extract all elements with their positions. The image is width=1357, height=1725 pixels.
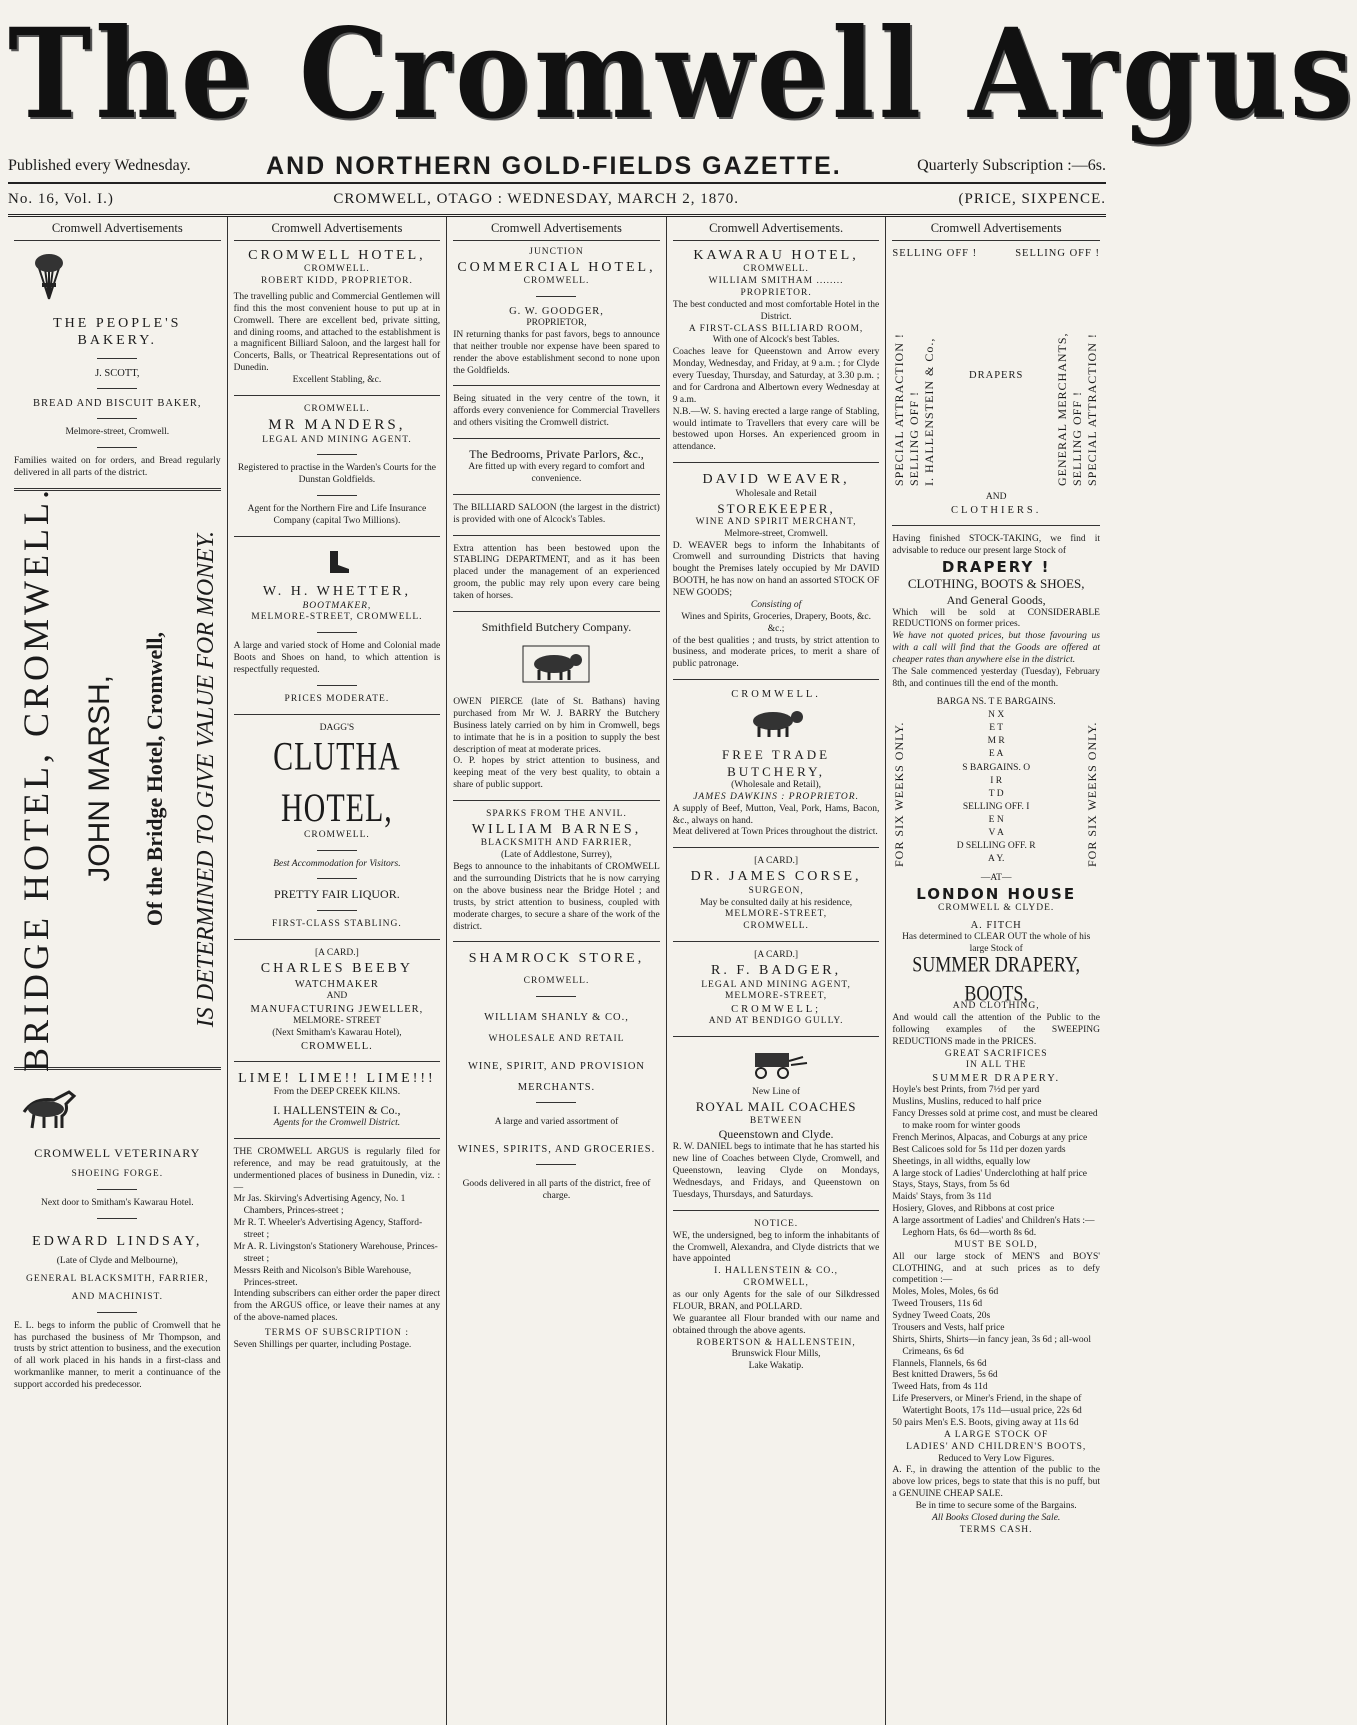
coach-icon (741, 1049, 811, 1079)
veterinary-sub: SHOEING FORGE. (71, 1168, 164, 1179)
bargains-line: N X (988, 710, 1005, 721)
bakery-title: THE PEOPLE'S BAKERY. (53, 315, 182, 349)
advertisement-columns (8, 217, 1106, 1725)
drapery-heading: DRAPERY ! (941, 557, 1051, 576)
smithfield-butchery-ad (453, 620, 660, 792)
selling-off-left: SELLING OFF ! (907, 390, 922, 486)
weaver-body: D. WEAVER begs to inform the Inhabitants of Cromwell and surrounding Districts that having bought the Premises lately occupied by Mr DAVID BOOTH, he has now on hand an assorted STOCK OF NEW GOODS; (672, 540, 880, 598)
argus-filing-notice (234, 1147, 441, 1352)
general-goods: And General Goods, (946, 592, 1046, 607)
shamrock-name: SHAMROCK STORE, (468, 951, 645, 967)
price-item: 50 pairs Men's E.S. Boots, giving away at 11s 6d (892, 1417, 1079, 1428)
bakery-trade: BREAD AND BISCUIT BAKER, (33, 397, 202, 409)
fitch-body: Has determined to CLEAR OUT the whole of his large Stock of (902, 932, 1091, 955)
terms-title: TERMS OF SUBSCRIPTION : (264, 1328, 409, 1338)
must-be-sold-body: All our large stock of MEN'S and BOYS' CLOTHING, and at such prices as to defy competition :— (892, 1251, 1100, 1286)
butchery-body: OWEN PIERCE (late of St. Bathans) having purchased from Mr W. J. BARRY the Butchery Business lately carried on by him in Cromwell, begs to intimate that he is in a position to supply the best description of meat at moderate prices. (453, 697, 660, 755)
beeby-place: CROMWELL. (301, 1040, 373, 1052)
drapers-label: DRAPERS (969, 370, 1024, 382)
price-item: Tweed Hats, from 4s 11d (892, 1382, 988, 1393)
lime-agent-sub: Agents for the Cromwell District. (273, 1118, 401, 1128)
manders-name: MR MANDERS, (268, 416, 406, 433)
bridge-hotel-title: BRIDGE HOTEL, CROMWELL. (16, 485, 56, 1072)
dateline (8, 184, 1106, 217)
price-item: Stays, Stays, Stays, from 5s 6d (892, 1180, 1010, 1191)
price-item: Life Preservers, or Miner's Friend, in the shape of Watertight Boots, 17s 11d—usual price, 22s 6d (892, 1394, 1082, 1416)
corse-name: DR. JAMES CORSE, (690, 869, 862, 885)
shanly-merchants: MERCHANTS. (517, 1081, 596, 1093)
mail-route: Queenstown and Clyde. (718, 1127, 834, 1142)
commercial-hotel-name: COMMERCIAL HOTEL, (457, 259, 656, 275)
weaver-address: Melmore-street, Cromwell. (724, 528, 828, 539)
large-stock-label: A LARGE STOCK OF (944, 1429, 1049, 1440)
price-item: Sydney Tweed Coats, 20s (892, 1311, 991, 1321)
free-trade-name: FREE TRADE BUTCHERY, (722, 747, 831, 779)
issue-number: No. 16, Vol. I.) (8, 190, 114, 207)
price-item: Maids' Stays, from 3s 11d (892, 1192, 992, 1203)
six-weeks-left: FOR SIX WEEKS ONLY. (892, 721, 907, 867)
special-attraction-left: SPECIAL ATTRACTION ! (892, 332, 907, 486)
great-sacrifices: GREAT SACRIFICES (944, 1048, 1048, 1059)
price-item: Shirts, Shirts, Shirts—in fancy jean, 3s 6d ; all-wool Crimeans, 6s 6d (892, 1334, 1092, 1357)
beeby-trade-2: MANUFACTURING JEWELLER, (250, 1003, 424, 1015)
be-in-time: Be in time to secure some of the Bargains. (915, 1501, 1077, 1511)
london-house-name: LONDON HOUSE (916, 884, 1077, 903)
price-item: Best Calicoes sold for 5s 11d per dozen yards (892, 1144, 1066, 1155)
argus-intending: Intending subscribers can either order the paper direct from the ARGUS office, or leave their names at any of the above-named places. (233, 1289, 441, 1324)
column-5 (886, 217, 1106, 1725)
free-trade-place: CROMWELL. (731, 689, 821, 701)
mail-between: BETWEEN (749, 1115, 803, 1126)
whetter-name: W. H. WHETTER, (262, 584, 411, 599)
terms-body: Seven Shillings per quarter, including Postage. (233, 1339, 412, 1350)
shanly-name: WILLIAM SHANLY & CO., (484, 1011, 629, 1023)
boot-icon (322, 549, 352, 575)
corse-body: May be consulted daily at his residence, (699, 897, 853, 908)
bargains-line: V A (988, 827, 1004, 838)
column-header: Cromwell Advertisements (892, 221, 1100, 241)
publication-frequency: Published every Wednesday. (8, 157, 191, 174)
clutha-hotel-ad (234, 723, 441, 932)
bakery-name: J. SCOTT, (95, 367, 140, 379)
shanly-delivery: Goods delivered in all parts of the district, free of charge. (462, 1179, 651, 1201)
notice-body-2: as our only Agents for the sale of our Silkdressed FLOUR, BRAN, and POLLARD. (672, 1290, 880, 1312)
ladies-boots-label: LADIES' AND CHILDREN'S BOOTS, (906, 1441, 1087, 1452)
free-trade-note: Meat delivered at Town Prices throughout the district. (672, 827, 878, 838)
clutha-place: CROMWELL. (304, 829, 370, 840)
bakery-note: Families waited on for orders, and Bread regularly delivered in all parts of the district. (14, 455, 221, 478)
beeby-trade: WATCHMAKER (294, 978, 379, 990)
clutha-stabling: FIRST-CLASS STABLING. (272, 919, 402, 930)
selling-off-right: SELLING OFF ! (1069, 390, 1084, 486)
in-all-the: IN ALL THE (965, 1060, 1027, 1071)
shanly-assortment: A large and varied assortment of (494, 1117, 619, 1127)
kawarau-hotel-ad (673, 247, 880, 455)
badger-place: CROMWELL; (731, 1004, 822, 1016)
books-closed: All Books Closed during the Sale. (932, 1512, 1061, 1523)
bargains-line: D SELLING OFF. R (956, 840, 1036, 851)
sparks-heading: SPARKS FROM THE ANVIL. (486, 809, 627, 819)
whetter-prices: PRICES MODERATE. (284, 693, 390, 704)
price-item: Flannels, Flannels, 6s 6d (892, 1358, 987, 1369)
special-attraction-right: SPECIAL ATTRACTION ! (1084, 332, 1099, 486)
kawarau-billiard: A FIRST-CLASS BILLIARD ROOM, (688, 323, 864, 334)
lindsay-trade: GENERAL BLACKSMITH, FARRIER, (25, 1273, 209, 1284)
terms-cash: TERMS CASH. (959, 1524, 1033, 1535)
barnes-body: Begs to announce to the inhabitants of CROMWELL and the surrounding Districts that he is now carrying on the above business near the Bridge Hotel ; and trusts, by strict attention to business, coupled with moderate charges, to secure a share of the work of the district. (453, 862, 660, 932)
column-header: Cromwell Advertisements (453, 221, 660, 241)
free-trade-sub: (Wholesale and Retail), (731, 779, 822, 790)
masthead (8, 0, 1357, 150)
place-and-date: CROMWELL, OTAGO : WEDNESDAY, MARCH 2, 1870. (333, 190, 740, 207)
price-item: French Merinos, Alpacas, and Coburgs at any price (892, 1132, 1088, 1143)
sale-commenced: The Sale commenced yesterday (Tuesday), February 8th, and continues till the end of the month. (892, 666, 1100, 689)
whetter-trade: BOOTMAKER, (302, 600, 372, 611)
fitch-name: A. FITCH (970, 920, 1022, 932)
whetter-ad (234, 545, 441, 706)
junction-label: JUNCTION (529, 246, 584, 257)
notice-mills: Brunswick Flour Mills, (731, 1349, 821, 1360)
billiard-saloon: The BILLIARD SALOON (the largest in the district) is provided with one of Alcock's Tables. (453, 502, 660, 525)
hallenstein-vertical: I. HALLENSTEIN & Co., (922, 337, 937, 486)
corse-place: CROMWELL. (743, 921, 809, 932)
at-label: —AT— (980, 872, 1012, 883)
fitch-body-2: And would call the attention of the Public to the following examples of the SWEEPING REDUCTIONS made in the PRICES. (892, 1012, 1100, 1047)
column-2 (228, 217, 448, 1725)
price-item: A large stock of Ladies' Underclothing at half price (892, 1168, 1088, 1179)
bargains-line: A Y. (987, 853, 1005, 864)
corse-address: MELMORE-STREET, (724, 909, 828, 920)
bridge-hotel-owner: JOHN MARSH, (83, 675, 117, 882)
weaver-trade-1: Wholesale and Retail (735, 488, 817, 499)
price-item: Trousers and Vests, half price (892, 1322, 1005, 1333)
free-trade-body: A supply of Beef, Mutton, Veal, Pork, Hams, Bacon, &c., always on hand. (672, 803, 880, 826)
shanly-goods: WINE, SPIRIT, AND PROVISION (467, 1060, 645, 1072)
commercial-hotel-body-2: Being situated in the very centre of the town, it affords every convenience for Commercial Travellers and others visiting the Cromwell district. (453, 394, 660, 429)
notice-title: NOTICE. (753, 1218, 799, 1229)
corse-card: [A CARD.] (754, 856, 798, 867)
whetter-address: MELMORE-STREET, CROMWELL. (251, 612, 423, 623)
clutha-accommodation: Best Accommodation for Visitors. (273, 858, 401, 869)
manders-ad (234, 404, 441, 528)
bargains-line: BARGA NS. T E BARGAINS. (936, 697, 1056, 708)
barnes-trade: BLACKSMITH AND FARRIER, (480, 838, 633, 849)
price-item: Hoyle's best Prints, from 7½d per yard (892, 1085, 1040, 1096)
price-item: A large assortment of Ladies' and Children's Hats :—Leghorn Hats, 6s 6d—worth 8s 6d. (892, 1216, 1095, 1238)
kawarau-nb: N.B.—W. S. having erected a large range of Stabling, would intimate to Travellers that every care will be bestowed upon Horses. An experienced groom in attendance. (672, 406, 880, 453)
notice-firm: I. HALLENSTEIN & CO., (714, 1266, 839, 1277)
cromwell-hotel-stabling: Excellent Stabling, &c. (292, 375, 382, 385)
cow-icon (741, 705, 811, 739)
cromwell-hotel-ad (234, 247, 441, 387)
badger-ad (673, 950, 880, 1028)
and-word: AND (985, 491, 1007, 502)
bridge-hotel-slogan: IS DETERMINED TO GIVE VALUE FOR MONEY. (192, 530, 219, 1027)
barnes-late: (Late of Addlestone, Surrey), (500, 850, 613, 861)
clutha-liquor: PRETTY FAIR LIQUOR. (274, 887, 400, 902)
must-be-sold: MUST BE SOLD, (954, 1239, 1038, 1250)
badger-bendigo: AND AT BENDIGO GULLY. (708, 1016, 844, 1027)
london-house-ad (892, 873, 1100, 1537)
commercial-hotel-body-1: IN returning thanks for past favors, begs to announce that neither trouble nor expense have been spared to render the above establishment second to none upon the Goldfields. (453, 329, 660, 376)
not-quoted-body: We have not quoted prices, but those favouring us with a call will find that the Goods are offered at cheaper rates than anywhere else in the district. (892, 631, 1100, 665)
column-header: Cromwell Advertisements (234, 221, 441, 241)
six-weeks-right: FOR SIX WEEKS ONLY. (1084, 721, 1099, 867)
butchery-body-2: O. P. hopes by strict attention to business, and keeping meat of the very best quality, to obtain a share of public support. (453, 756, 660, 791)
notice-place: CROMWELL, (743, 1278, 809, 1289)
selling-off-1: SELLING OFF ! (892, 247, 978, 259)
royal-mail-coaches-ad (673, 1045, 880, 1202)
price-item: Best knitted Drawers, 5s 6d (892, 1370, 998, 1381)
clothiers-label: CLOTHIERS. (950, 504, 1042, 516)
notice-signature: ROBERTSON & HALLENSTEIN, (696, 1337, 856, 1348)
summer-drapery-heading: SUMMER DRAPERY, BOOTS, (912, 951, 1081, 1005)
reduced-label: Reduced to Very Low Figures. (938, 1453, 1055, 1464)
lindsay-late: (Late of Clyde and Melbourne), (56, 1256, 178, 1266)
argus-place: Mr Jas. Skirving's Advertising Agency, No. 1 Chambers, Princes-street ; (233, 1194, 406, 1217)
bargains-line: SELLING OFF. I (962, 801, 1030, 812)
bargains-line: E A (988, 749, 1004, 760)
price-item: Sheetings, in all widths, equally low (892, 1156, 1031, 1167)
clothing-boots-shoes: CLOTHING, BOOTS & SHOES, (907, 576, 1085, 592)
beeby-next: (Next Smitham's Kawarau Hotel), (272, 1027, 402, 1038)
bargains-line: T D (988, 788, 1004, 799)
bakery-ad (14, 315, 221, 480)
butchery-title: Smithfield Butchery Company. (481, 619, 632, 634)
badger-trade: LEGAL AND MINING AGENT, (701, 979, 851, 990)
subscription-price: Quarterly Subscription :—6s. (917, 157, 1106, 174)
shamrock-store-ad (453, 950, 660, 1202)
beeby-and: AND (326, 990, 348, 1001)
bedrooms-sub: Are fitted up with every regard to comfort and convenience. (468, 462, 645, 484)
beeby-card: [A CARD.] (314, 948, 359, 959)
goodger-name: G. W. GOODGER, (509, 305, 604, 317)
cromwell-hotel-place: CROMWELL. (304, 264, 370, 275)
price-item: Muslins, Muslins, reduced to half price (892, 1097, 1042, 1108)
cromwell-hotel-proprietor: ROBERT KIDD, PROPRIETOR. (260, 276, 413, 286)
kawarau-hotel-body: The best conducted and most comfortable Hotel in the District. (672, 299, 880, 322)
london-house-place: CROMWELL & CLYDE. (938, 903, 1055, 914)
column-4 (667, 217, 887, 1725)
weaver-trade-3: WINE AND SPIRIT MERCHANT, (695, 516, 857, 527)
fitch-bargains-block (892, 697, 1100, 867)
beeby-ad (234, 948, 441, 1052)
argus-place: Mr A. R. Livingston's Stationery Warehouse, Princes-street ; (233, 1241, 438, 1264)
bedrooms-title: The Bedrooms, Private Parlors, &c., (469, 447, 644, 461)
corse-ad (673, 856, 880, 933)
hallenstein-sale-ad (892, 266, 1100, 486)
notice-lake: Lake Wakatip. (748, 1361, 804, 1372)
lime-from: From the DEEP CREEK KILNS. (273, 1087, 401, 1098)
manders-body-1: Registered to practise in the Warden's Courts for the Dunstan Goldfields. (237, 463, 436, 486)
hallenstein-notice (673, 1219, 880, 1373)
column-1 (8, 217, 228, 1725)
manders-place: CROMWELL. (304, 403, 370, 414)
horse-icon (14, 1082, 84, 1132)
kawarau-coaches: Coaches leave for Queenstown and Arrow every Monday, Wednesday, and Friday, at 9 a.m. ; for Clyde every Tuesday, Thursday, and Saturday, at 3.30 p.m. ; and for Cardrona and Albertown every Wednesday at 9 a.m. (672, 347, 880, 405)
free-trade-butchery-ad (673, 688, 880, 839)
lime-ad (234, 1070, 441, 1130)
bakery-address: Melmore-street, Cromwell. (65, 427, 170, 437)
lindsay-trade-2: AND MACHINIST. (71, 1291, 163, 1302)
column-header: Cromwell Advertisements. (673, 221, 880, 241)
notice-body-3: We guarantee all Flour branded with our name and obtained through the above agents. (672, 1313, 880, 1336)
clothiers-block (892, 492, 1100, 691)
newspaper-subtitle: AND NORTHERN GOLD-FIELDS GAZETTE. (266, 151, 842, 180)
bargains-line: S BARGAINS. O (962, 762, 1031, 773)
barnes-ad (453, 809, 660, 933)
summer-drapery-label: SUMMER DRAPERY. (932, 1073, 1061, 1085)
beeby-street: MELMORE- STREET (292, 1015, 381, 1026)
commercial-hotel-place: CROMWELL. (523, 276, 590, 286)
shanly-trade: WHOLESALE AND RETAIL (488, 1033, 625, 1044)
price-item: Tweed Trousers, 11s 6d (892, 1299, 983, 1310)
argus-place: Mr R. T. Wheeler's Advertising Agency, Stafford-street ; (233, 1218, 423, 1240)
column-header: Cromwell Advertisements (14, 221, 221, 241)
beeby-name: CHARLES BEEBY (260, 961, 413, 977)
bargains-line: E T (989, 723, 1004, 734)
shanly-items: WINES, SPIRITS, AND GROCERIES. (457, 1143, 656, 1155)
argus-body: THE CROMWELL ARGUS is regularly filed for reference, and may be read gratuitously, at the undermentioned places of business in Dunedin, viz. :— (233, 1146, 441, 1193)
manders-trade: LEGAL AND MINING AGENT. (262, 434, 412, 445)
argus-place: Messrs Reith and Nicolson's Bible Warehouse, Princes-street. (233, 1265, 412, 1288)
kawarau-billiard-sub: With one of Alcock's best Tables. (712, 335, 840, 346)
weaver-ad (673, 471, 880, 671)
lindsay-name: EDWARD LINDSAY, (32, 1233, 203, 1249)
free-trade-proprietor: JAMES DAWKINS : PROPRIETOR. (693, 791, 859, 802)
clutha-owner: DAGG'S (319, 722, 355, 733)
veterinary-location: Next door to Smitham's Kawarau Hotel. (40, 1197, 194, 1208)
badger-name: R. F. BADGER, (711, 963, 842, 978)
ox-icon (521, 639, 591, 689)
lime-title: LIME! LIME!! LIME!!! (238, 1070, 436, 1086)
notice-body: WE, the undersigned, beg to inform the inhabitants of the Cromwell, Alexandra, and Clyde districts that we have appointed (672, 1230, 880, 1265)
price-item: Moles, Moles, Moles, 6s 6d (892, 1287, 999, 1298)
weaver-body-2: of the best qualities ; and trusts, by strict attention to business, and moderate prices, to merit a share of public patronage. (672, 635, 880, 670)
bargains-line: E N (988, 814, 1004, 825)
issue-price: (PRICE, SIXPENCE. (958, 190, 1106, 207)
goodger-title: PROPRIETOR, (526, 318, 587, 328)
lime-agent: I. HALLENSTEIN & Co., (273, 1103, 401, 1117)
badger-card: [A CARD.] (754, 950, 798, 961)
stabling-department: Extra attention has been bestowed upon the STABLING DEPARTMENT, and as it has been placed under the management of an experienced groom, the public may rely upon every care being taken of horses. (453, 543, 660, 601)
newspaper-title: The Cromwell Argus (8, 2, 1357, 147)
weaver-trade-2: STOREKEEPER, (717, 500, 835, 516)
price-item: Hosiery, Gloves, and Ribbons at cost price (892, 1204, 1055, 1215)
price-item: Fancy Dresses sold at prime cost, and must be cleared to make room for winter goods (892, 1109, 1098, 1131)
wheat-sheaf-icon (14, 251, 84, 301)
stock-taking-body: Having finished STOCK-TAKING, we find it advisable to reduce our present large Stock of (892, 533, 1100, 556)
general-merchants-vertical: GENERAL MERCHANTS, (1054, 332, 1069, 486)
fitch-body-3: A. F., in drawing the attention of the public to the above low prices, begs to state that this is no puff, but a GENUINE CHEAP SALE. (892, 1465, 1100, 1500)
kawarau-hotel-name: KAWARAU HOTEL, (693, 247, 859, 263)
kawarau-hotel-place: CROMWELL. (743, 264, 809, 275)
weaver-name: DAVID WEAVER, (702, 472, 850, 488)
mail-title: ROYAL MAIL COACHES (695, 1099, 857, 1115)
cromwell-hotel-body: The travelling public and Commercial Gentlemen will find this the most convenient house to put up at in Cromwell. There are excellent bed, private sitting, and dining rooms, and attached to the establishment is a magnificent Billiard Saloon, and the largest hall for Concerts, Balls, or Theatrical Representations out of Dunedin. (233, 291, 441, 374)
veterinary-title: CROMWELL VETERINARY (34, 1145, 201, 1160)
column-3 (447, 217, 667, 1725)
bridge-hotel-sub: Of the Bridge Hotel, Cromwell, (141, 631, 167, 926)
and-clothing: AND CLOTHING, (952, 1001, 1040, 1011)
weaver-items: Wines and Spirits, Groceries, Drapery, Boots, &c. &c.; (681, 611, 871, 634)
lindsay-body: E. L. begs to inform the public of Cromwell that he has purchased the business of Mr Thompson, and trusts by strict attention to business, and the execution of all work placed in his hands in a first-class and workmanlike manner, to merit a continuance of the support accorded his predecessor. (14, 1320, 221, 1390)
cromwell-hotel-name: CROMWELL HOTEL, (248, 247, 426, 263)
whetter-body: A large and varied stock of Home and Colonial made Boots and Shoes on hand, to which attention is respectfully requested. (233, 641, 441, 675)
mail-body: R. W. DANIEL begs to intimate that he has started his new line of Coaches between Clyde, Cromwell, and Queenstown, leaving Clyde on Mondays, Wednesdays, and Fridays, and Queenstown on Tuesdays, Thursdays, and Saturdays. (672, 1142, 880, 1200)
mail-new: New Line of (752, 1087, 801, 1098)
bridge-hotel-ad (14, 485, 221, 1072)
bargains-line: I R (990, 775, 1003, 786)
veterinary-ad (14, 1146, 221, 1392)
corse-title: SURGEON, (748, 885, 804, 896)
reductions-body: Which will be sold at CONSIDERABLE REDUCTIONS on former prices. (892, 607, 1100, 630)
badger-street: MELMORE-STREET, (724, 991, 828, 1002)
kawarau-hotel-proprietor: WILLIAM SMITHAM ........ PROPRIETOR. (708, 276, 844, 298)
manders-body-2: Agent for the Northern Fire and Life Insurance Company (capital Two Millions). (247, 504, 427, 526)
selling-off-heading (892, 247, 1100, 260)
shamrock-place: CROMWELL. (523, 975, 590, 986)
bargains-line: M R (987, 736, 1005, 747)
barnes-name: WILLIAM BARNES, (471, 821, 642, 837)
selling-off-2: SELLING OFF ! (1015, 247, 1100, 259)
weaver-consisting: Consisting of (750, 599, 802, 610)
clutha-name: CLUTHA HOTEL, (273, 734, 401, 830)
commercial-hotel-ad (453, 247, 660, 603)
